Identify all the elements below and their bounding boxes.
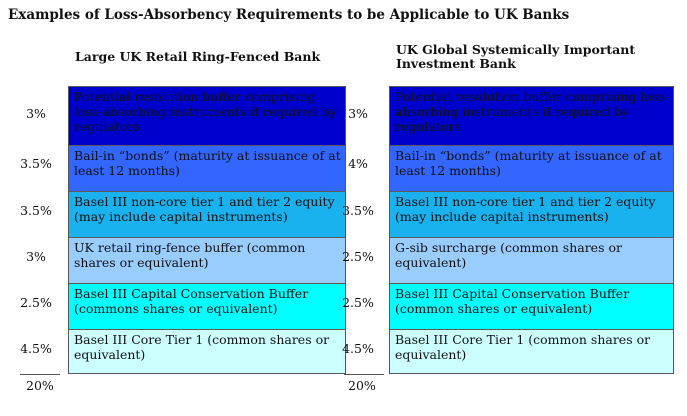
pct-label: 4.5% [20, 341, 52, 356]
page-title: Examples of Loss-Absorbency Requirements to be Applicable to UK Banks [8, 7, 570, 23]
pct-label: 2.5% [342, 249, 374, 264]
block-conservation-buffer [69, 284, 345, 330]
block-label: Bail-in “bonds” (maturity at issuance of at least 12 months) [395, 148, 662, 178]
block-label: UK retail ring-fence buffer (common shares or equivalent) [74, 240, 306, 270]
pct-label: 3.5% [20, 203, 52, 218]
block-label: Basel III non-core tier 1 and tier 2 equity (may include capital instruments) [395, 194, 656, 224]
column-heading-gsib: UK Global Systemically Important Investment Bank [396, 42, 636, 71]
block-label: Basel III Core Tier 1 (common shares or equivalent) [74, 332, 330, 362]
stack-retail [68, 86, 346, 374]
block-core-tier-1 [390, 330, 673, 374]
block-label: Potential resolution buffer comprising loss-absorbing instruments if required by regulators [74, 89, 337, 134]
block-label: Basel III Core Tier 1 (common shares or equivalent) [395, 332, 651, 362]
block-gsib-surcharge [390, 238, 673, 284]
block-bail-in-bonds [390, 146, 673, 192]
block-label: Basel III Capital Conservation Buffer (commons shares or equivalent) [74, 286, 309, 316]
block-bail-in-bonds [69, 146, 345, 192]
block-ring-fence-buffer [69, 238, 345, 284]
total-label-gsib: 20% [348, 378, 376, 393]
pct-label: 4.5% [342, 341, 374, 356]
block-non-core-tier [69, 192, 345, 238]
pct-label: 4% [348, 156, 368, 171]
pct-label: 3.5% [20, 156, 52, 171]
pct-label: 3.5% [342, 203, 374, 218]
block-resolution-buffer [390, 86, 673, 146]
block-label: Bail-in “bonds” (maturity at issuance of at least 12 months) [74, 148, 341, 178]
block-label: Basel III non-core tier 1 and tier 2 equity (may include capital instruments) [74, 194, 335, 224]
pct-label: 3% [26, 249, 46, 264]
pct-label: 2.5% [20, 295, 52, 310]
total-line [344, 374, 384, 375]
total-label-retail: 20% [26, 378, 54, 393]
column-heading-retail: Large UK Retail Ring-Fenced Bank [75, 49, 321, 64]
block-label: G-sib surcharge (common shares or equivalent) [395, 240, 622, 270]
block-conservation-buffer [390, 284, 673, 330]
pct-label: 3% [26, 106, 46, 121]
block-resolution-buffer [69, 86, 345, 146]
stack-gsib [389, 86, 674, 374]
block-core-tier-1 [69, 330, 345, 374]
total-line [20, 374, 60, 375]
block-label: Basel III Capital Conservation Buffer (common shares or equivalent) [395, 286, 630, 316]
block-label: Potential resolution buffer comprising loss-absorbing instruments if required by regulators [395, 89, 669, 134]
block-non-core-tier [390, 192, 673, 238]
pct-label: 3% [348, 106, 368, 121]
pct-label: 2.5% [342, 295, 374, 310]
